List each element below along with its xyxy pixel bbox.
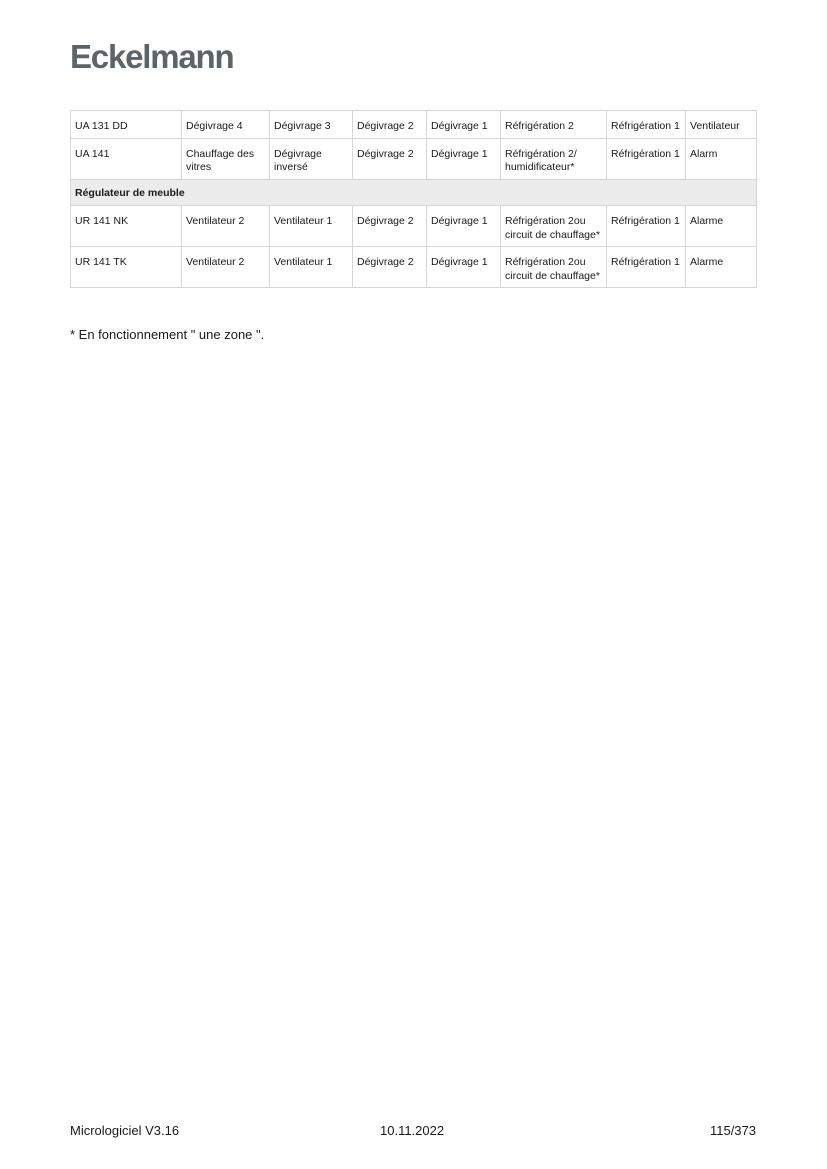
- table-cell: Ventilateur: [686, 111, 757, 139]
- table-cell: Réfrigération 2/ humidificateur*: [501, 138, 607, 179]
- table-cell: Dégivrage 1: [427, 247, 501, 288]
- table-cell: Réfrigération 2ou circuit de chauffage*: [501, 247, 607, 288]
- output-assignment-table: [70, 110, 757, 288]
- table-cell: Alarm: [686, 138, 757, 179]
- footer-date: 10.11.2022: [380, 1123, 445, 1138]
- table-cell: Dégivrage 1: [427, 138, 501, 179]
- table-cell: Ventilateur 2: [182, 247, 270, 288]
- table-cell: Dégivrage 3: [270, 111, 353, 139]
- company-logo: Eckelmann: [70, 38, 234, 75]
- table-cell: Ventilateur 1: [270, 247, 353, 288]
- table-cell: Réfrigération 2: [501, 111, 607, 139]
- table-cell: Réfrigération 1: [607, 111, 686, 139]
- table-cell: Dégivrage 1: [427, 206, 501, 247]
- table-row: [71, 111, 757, 139]
- table-cell: Dégivrage inversé: [270, 138, 353, 179]
- footer-page-number: 115/373: [709, 1123, 756, 1138]
- table-cell: UR 141 NK: [71, 206, 182, 247]
- footer-firmware-version: Micrologiciel V3.16: [70, 1123, 180, 1138]
- table-cell: UA 131 DD: [71, 111, 182, 139]
- table-row: [71, 138, 757, 179]
- table-cell: Dégivrage 2: [353, 138, 427, 179]
- table-cell: Chauffage des vitres: [182, 138, 270, 179]
- table-row: [71, 247, 757, 288]
- table-cell: UR 141 TK: [71, 247, 182, 288]
- table-cell: Dégivrage 2: [353, 111, 427, 139]
- table-cell: Alarme: [686, 247, 757, 288]
- table-cell: Ventilateur 2: [182, 206, 270, 247]
- table-cell: Dégivrage 2: [353, 247, 427, 288]
- table-cell: Réfrigération 1: [607, 247, 686, 288]
- table-cell: Dégivrage 2: [353, 206, 427, 247]
- footnote: * En fonctionnement " une zone ".: [70, 327, 265, 342]
- table-cell: Ventilateur 1: [270, 206, 353, 247]
- table-cell: Réfrigération 2ou circuit de chauffage*: [501, 206, 607, 247]
- table-cell: Alarme: [686, 206, 757, 247]
- table-cell: UA 141: [71, 138, 182, 179]
- table-cell: Dégivrage 4: [182, 111, 270, 139]
- table-cell: Réfrigération 1: [607, 138, 686, 179]
- table-cell: Réfrigération 1: [607, 206, 686, 247]
- table-row: [71, 206, 757, 247]
- table-cell: Dégivrage 1: [427, 111, 501, 139]
- section-title: Régulateur de meuble: [71, 179, 757, 206]
- table-section-header: [71, 179, 757, 206]
